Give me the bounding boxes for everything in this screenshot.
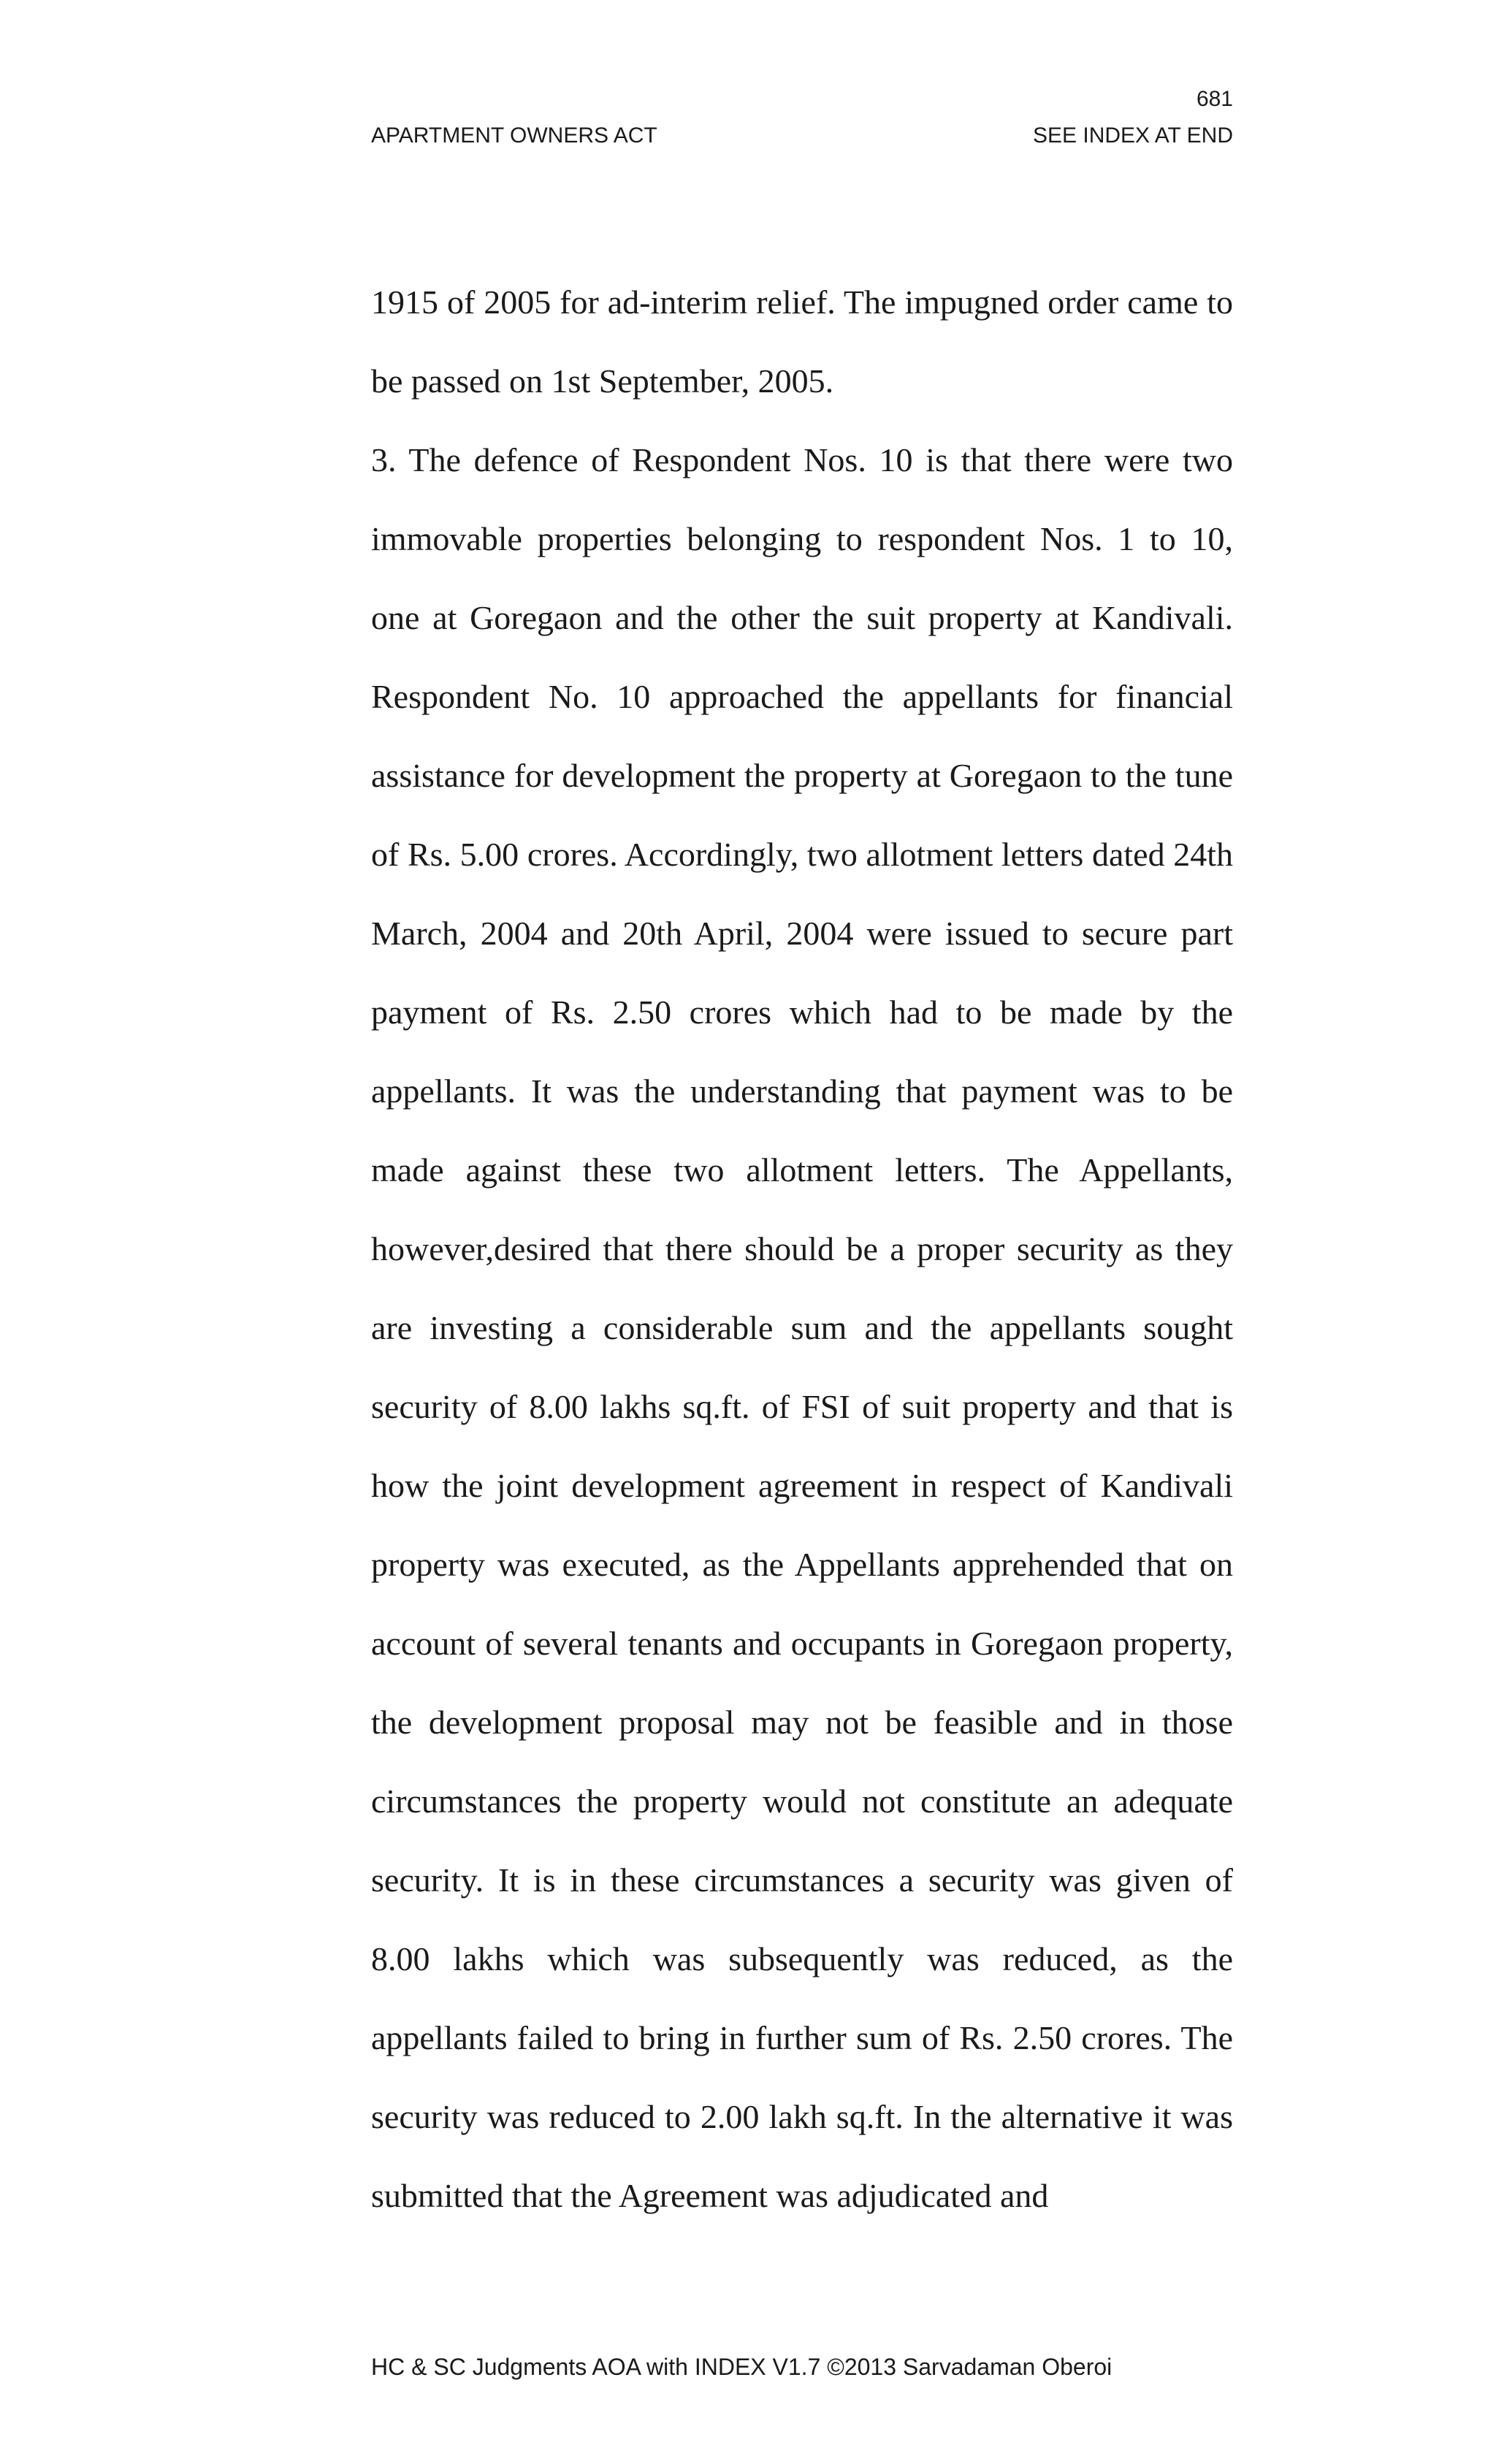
page-number: 681: [1196, 87, 1233, 111]
paragraph-3: 3. The defence of Respondent Nos. 10 is that there were two immovable properties belonging to respondent Nos. 1 to 10, one at Goregaon and the other the suit property at Kandivali. Respondent No. 10 approached the appellants for financial assistance for development the property at Goregaon to the tune of Rs. 5.00 crores. Accordingly, two allotment letters dated 24th March, 2004 and 20th April, 2004 were issued to secure part payment of Rs. 2.50 crores which had to be made by the appellants. It was the understanding that payment was to be made against these two allotment letters. The Appellants, however,desired that there should be a proper security as they are investing a considerable sum and the appellants sought security of 8.00 lakhs sq.ft. of FSI of suit property and that is how the joint development agreement in respect of Kandivali property was executed, as the Appellants apprehended that on account of several tenants and occupants in Goregaon property, the development proposal may not be feasible and in those circumstances the property would not constitute an adequate security. It is in these circumstances a security was given of 8.00 lakhs which was subsequently was reduced, as the appellants failed to bring in further sum of Rs. 2.50 crores. The security was reduced to 2.00 lakh sq.ft. In the alternative it was submitted that the Agreement was adjudicated and: [371, 441, 1233, 2214]
header-title-left: APARTMENT OWNERS ACT: [371, 123, 657, 148]
running-header: [371, 123, 1233, 149]
page-footer: HC & SC Judgments AOA with INDEX V1.7 ©2013 Sarvadaman Oberoi: [371, 2354, 1113, 2380]
body-text: [371, 263, 1233, 2235]
header-title-right: SEE INDEX AT END: [1033, 123, 1233, 148]
paragraph-continuation: 1915 of 2005 for ad-interim relief. The impugned order came to be passed on 1st September, 2005.: [371, 283, 1233, 400]
